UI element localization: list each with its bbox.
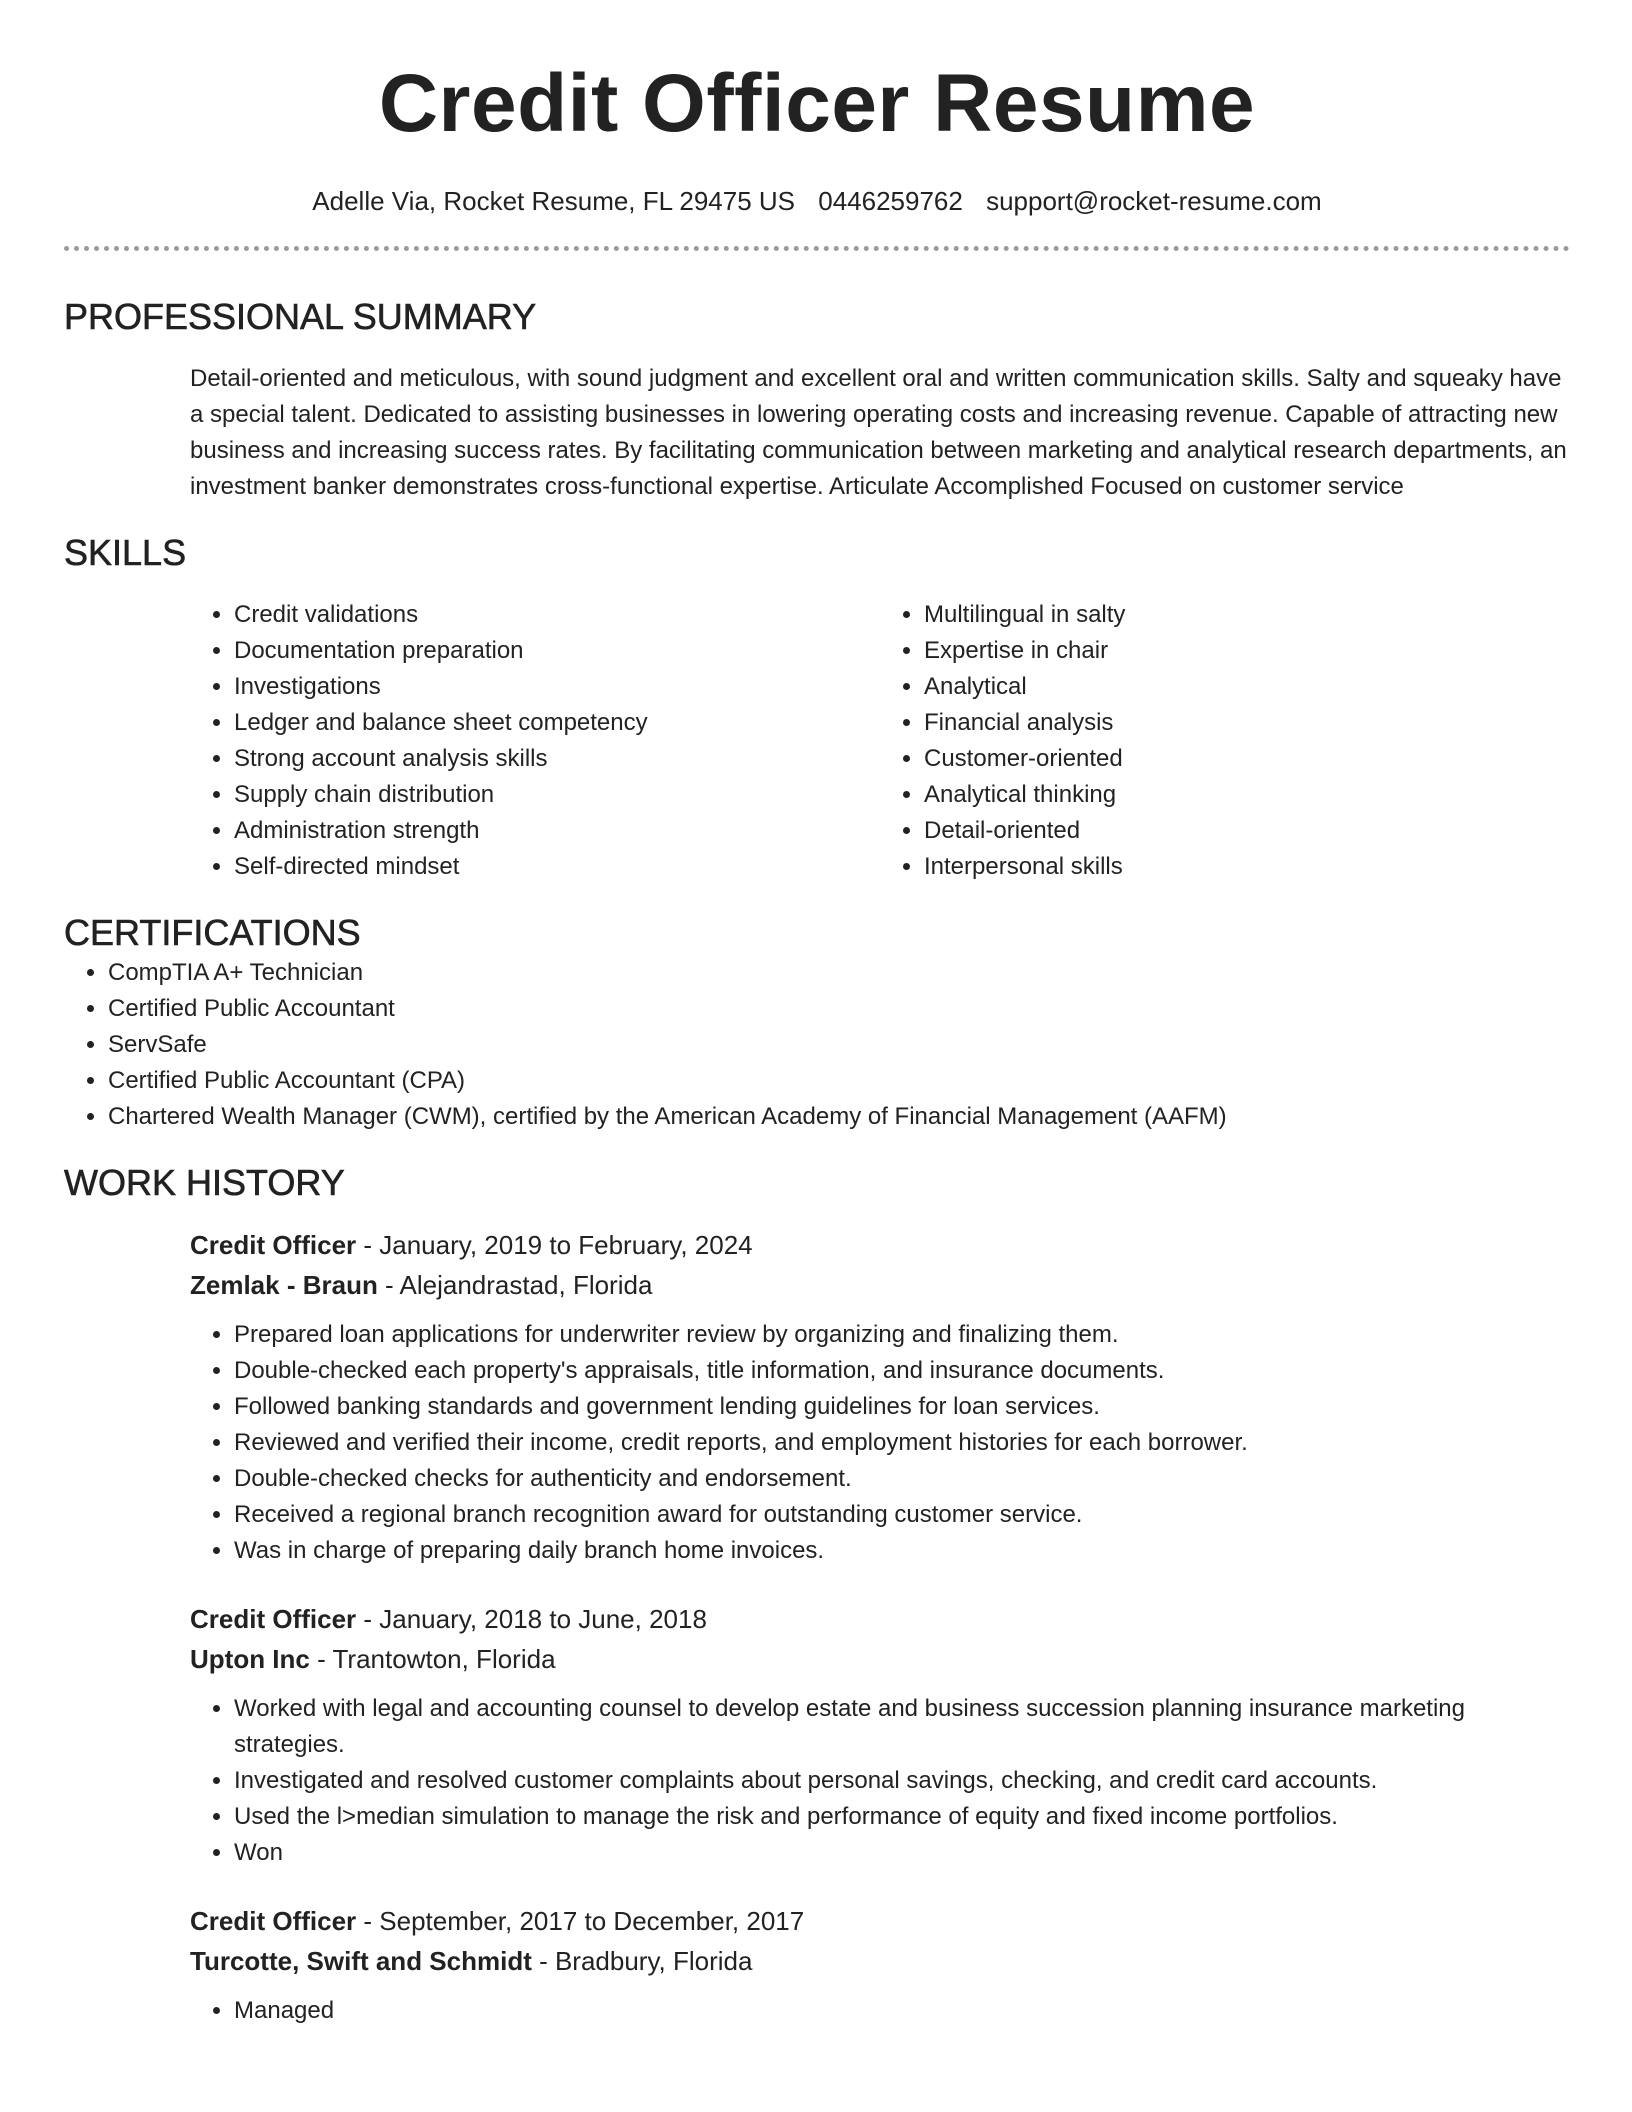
job-bullet: • Reviewed and verified their income, credit reports, and employment histories for each borrower.: [234, 1425, 1570, 1461]
job-bullets: [190, 1691, 1570, 1871]
job-title: Credit Officer: [190, 1230, 357, 1260]
work-history-heading: WORK HISTORY: [64, 1162, 345, 1203]
job-company: Zemlak - Braun: [190, 1270, 378, 1300]
contact-line: [64, 184, 1570, 218]
skill-item: • Interpersonal skills: [924, 849, 1570, 885]
skills-heading: SKILLS: [64, 532, 187, 573]
job-dates: - September, 2017 to December, 2017: [356, 1906, 805, 1936]
job-company-line: [190, 1941, 1570, 1981]
job-bullet: • Followed banking standards and government lending guidelines for loan services.: [234, 1389, 1570, 1425]
resume-title: Credit Officer Resume: [378, 58, 1256, 149]
certifications-heading: CERTIFICATIONS: [64, 912, 361, 953]
job-title-line: [190, 1599, 1570, 1639]
job-location: - Bradbury, Florida: [531, 1946, 753, 1976]
skill-item: • Supply chain distribution: [234, 777, 880, 813]
skills-columns: [190, 597, 1570, 885]
job-dates: - January, 2018 to June, 2018: [356, 1604, 707, 1634]
certification-item: • CompTIA A+ Technician: [108, 955, 1570, 991]
contact-email: support@rocket-resume.com: [986, 186, 1322, 216]
skill-item: • Detail-oriented: [924, 813, 1570, 849]
job-company: Turcotte, Swift and Schmidt: [190, 1946, 532, 1976]
job-company-line: [190, 1265, 1570, 1305]
job-bullet: • Worked with legal and accounting counsel to develop estate and business succession planning insurance marketing strategies.: [234, 1691, 1570, 1763]
skill-item: • Investigations: [234, 669, 880, 705]
skill-item: • Analytical: [924, 669, 1570, 705]
skill-item: • Documentation preparation: [234, 633, 880, 669]
summary-section: [64, 295, 1570, 505]
summary-heading: PROFESSIONAL SUMMARY: [64, 296, 537, 337]
job-company: Upton Inc: [190, 1644, 310, 1674]
job-company-line: [190, 1639, 1570, 1679]
skill-item: • Expertise in chair: [924, 633, 1570, 669]
skill-item: • Strong account analysis skills: [234, 741, 880, 777]
skills-list-left: [190, 597, 880, 885]
job-entry: [190, 1599, 1570, 1871]
contact-phone: 0446259762: [818, 186, 963, 216]
skills-section: [64, 531, 1570, 885]
job-title-line: [190, 1225, 1570, 1265]
job-title: Credit Officer: [190, 1906, 357, 1936]
job-bullet: • Investigated and resolved customer complaints about personal savings, checking, and credit card accounts.: [234, 1763, 1570, 1799]
certification-item: • Chartered Wealth Manager (CWM), certified by the American Academy of Financial Management (AAFM): [108, 1099, 1570, 1135]
job-bullet: • Won: [234, 1835, 1570, 1871]
certification-item: • ServSafe: [108, 1027, 1570, 1063]
certifications-list: [64, 955, 1570, 1135]
job-title-line: [190, 1901, 1570, 1941]
job-location: - Trantowton, Florida: [309, 1644, 556, 1674]
skill-item: • Self-directed mindset: [234, 849, 880, 885]
work-history-section: [64, 1161, 1570, 2029]
resume-page: [64, 0, 1570, 2029]
skills-list-right: [880, 597, 1570, 885]
certifications-section: [64, 911, 1570, 1135]
job-bullet: • Managed: [234, 1993, 1570, 2029]
skill-item: • Credit validations: [234, 597, 880, 633]
certification-item: • Certified Public Accountant: [108, 991, 1570, 1027]
job-entry: [190, 1901, 1570, 2029]
job-entry: [190, 1225, 1570, 1569]
skill-item: • Analytical thinking: [924, 777, 1570, 813]
job-title: Credit Officer: [190, 1604, 357, 1634]
skill-item: • Administration strength: [234, 813, 880, 849]
skill-item: • Ledger and balance sheet competency: [234, 705, 880, 741]
job-bullets: [190, 1317, 1570, 1569]
job-bullets: [190, 1993, 1570, 2029]
job-bullet: • Used the l>median simulation to manage the risk and performance of equity and fixed income portfolios.: [234, 1799, 1570, 1835]
skill-item: • Customer-oriented: [924, 741, 1570, 777]
job-dates: - January, 2019 to February, 2024: [356, 1230, 753, 1260]
job-bullet: • Received a regional branch recognition award for outstanding customer service.: [234, 1497, 1570, 1533]
skill-item: • Multilingual in salty: [924, 597, 1570, 633]
job-bullet: • Was in charge of preparing daily branch home invoices.: [234, 1533, 1570, 1569]
job-bullet: • Double-checked checks for authenticity and endorsement.: [234, 1461, 1570, 1497]
job-bullet: • Prepared loan applications for underwriter review by organizing and finalizing them.: [234, 1317, 1570, 1353]
job-location: - Alejandrastad, Florida: [377, 1270, 653, 1300]
summary-text: Detail-oriented and meticulous, with sound judgment and excellent oral and written communication skills. Salty and squeaky have a special talent. Dedicated to assisting businesses in lowering operating costs and increasing revenue. Capable of attracting new business and increasing success rates. By facilitating communication between marketing and analytical research departments, an investment banker demonstrates cross-functional expertise. Articulate Accomplished Focused on customer service: [190, 365, 1567, 500]
skill-item: • Financial analysis: [924, 705, 1570, 741]
job-bullet: • Double-checked each property's appraisals, title information, and insurance documents.: [234, 1353, 1570, 1389]
certification-item: • Certified Public Accountant (CPA): [108, 1063, 1570, 1099]
header-divider: [64, 246, 1570, 251]
contact-address: Adelle Via, Rocket Resume, FL 29475 US: [312, 186, 795, 216]
